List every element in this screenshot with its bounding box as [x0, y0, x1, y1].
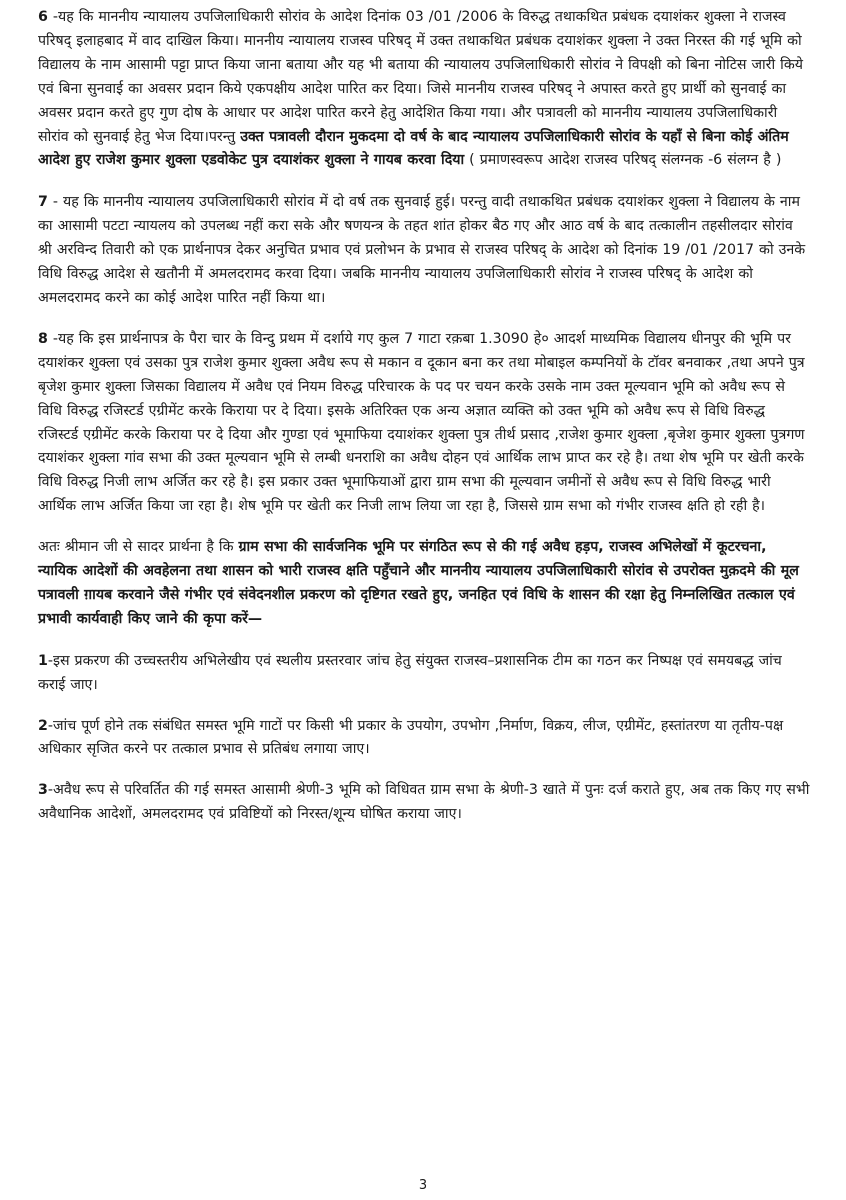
paragraph-text: -यह कि माननीय न्यायालय उपजिलाधिकारी सोरांव के आदेश दिनांक 03 /01 /2006 के विरुद्ध तथाकथित प्रबंधक दयाशंकर शुक्ला ने राजस्व परिषद् इलाहबाद में वाद दाखिल किया। माननीय न्यायालय राजस्व परिषद् में उक्त तथाकथित प्रबंधक दयाशंकर शुक्ला ने उक्त निरस्त की गई भूमि को विद्यालय के नाम आसामी पट्टा प्राप्त किया जाना बताया और यह भी बताया की न्यायालय उपजिलाधिकारी सोरांव ने विपक्षी को बिना नोटिस जारी किये एवं बिना सुनवाई का अवसर प्रदान किये एकपक्षीय आदेश पारित कर दिया। जिसे माननीय राजस्व परिषद् ने अपास्त करते हुए प्रार्थी को सुनवाई का अवसर प्रदान करते हुए गुण दोष के आधार पर आदेश पारित करने हेतु आदेशित किया गया। और पत्रावली को माननीय न्यायालय उपजिलाधिकारी सोरांव को सुनवाई हेतु भेज दिया।परन्तु [38, 9, 803, 145]
page-number: 3 [418, 1178, 428, 1193]
paragraph-6 [38, 6, 810, 173]
paragraph-text: -यह कि इस प्रार्थनापत्र के पैरा चार के विन्दु प्रथम में दर्शाये गए कुल 7 गाटा रक़बा 1.3090 हे० आदर्श माध्यमिक विद्यालय धीनपुर की भूमि पर दयाशंकर शुक्ला एवं उसका पुत्र राजेश कुमार शुक्ला अवैध रूप से मकान व दूकान बना कर तथा मोबाइल कम्पनियों के टॉवर बनवाकर ,तथा अपने पुत्र बृजेश कुमार शुक्ला जिसका विद्यालय में अवैध एवं नियम विरुद्ध परिचारक के पद पर चयन करके उसके नाम उक्त मूल्यवान भूमि को अवैध रूप से विधि विरुद्ध रजिस्टर्ड एग्रीमेंट करके किराया पर दे दिया। इसके अतिरिक्त एक अन्य अज्ञात व्यक्ति को उक्त भूमि को अवैध रूप से विधि विरुद्ध रजिस्टर्ड एग्रीमेंट करके किराया पर दे दिया और गुण्डा एवं भूमाफिया दयाशंकर शुक्ला पुत्र तीर्थ प्रसाद ,राजेश कुमार शुक्ला ,बृजेश कुमार शुक्ला पुत्रगण दयाशंकर शुक्ला गांव सभा की उक्त मूल्यवान भूमि से लम्बी धनराशि का अवैध दोहन एवं आर्थिक लाभ प्राप्त कर रहे है। तथा शेष भूमि पर खेती करके विधि विरुद्ध निजी लाभ अर्जित कर रहे है। इस प्रकार उक्त भूमाफियाओं द्वारा ग्राम सभा की मूल्यवान जमीनों से अवैध रूप से विधि विरुद्ध भारी आर्थिक लाभ अर्जित किया जा रहा है। शेष भूमि पर खेती कर निजी लाभ लिया जा रहा है, जिससे ग्राम सभा को गंभीर राजस्व क्षति हो रही है। [38, 330, 805, 515]
paragraph-text: अतः श्रीमान जी से सादर प्रार्थना है कि [38, 539, 239, 556]
prayer-paragraph [38, 536, 810, 632]
bold-text: ग्राम सभा की सार्वजनिक भूमि पर संगठित रूप से की गई अवैध हड़प, राजस्व अभिलेखों में कूटरचना, न्यायिक आदेशों की अवहेलना तथा शासन को भारी राजस्व क्षति पहुँचाने और माननीय न्यायालय उपजिलाधिकारी सोरांव से उपरोक्त मुक़दमे की मूल पत्रावली ग़ायब करवाने जैसे गंभीर एवं संवेदनशील प्रकरण को दृष्टिगत रखते हुए, जनहित एवं विधि के शासन की रक्षा हेतु निम्नलिखित तत्काल एवं प्रभावी कार्यवाही किए जाने की कृपा करें— [38, 539, 799, 627]
demand-number: 3 [38, 782, 48, 799]
demand-item [38, 715, 810, 763]
paragraph-number: 7 [38, 194, 48, 211]
demand-text: -अवैध रूप से परिवर्तित की गई समस्त आसामी श्रेणी-3 भूमि को विधिवत ग्राम सभा के श्रेणी-3 खाते में पुनः दर्ज कराते हुए, अब तक किए गए सभी अवैधानिक आदेशों, अमलदरामद एवं प्रविष्टियों को निरस्त/शून्य घोषित कराया जाए। [38, 782, 810, 823]
paragraph-number: 6 [38, 9, 48, 25]
paragraph-text: ( प्रमाणस्वरूप आदेश राजस्व परिषद् संलग्नक -6 संलग्न है ) [464, 152, 782, 169]
paragraph-number: 8 [38, 330, 48, 347]
demand-item [38, 650, 810, 698]
paragraph-7 [38, 191, 810, 311]
demand-text: -जांच पूर्ण होने तक संबंधित समस्त भूमि गाटों पर किसी भी प्रकार के उपयोग, उपभोग ,निर्माण, विक्रय, लीज, एग्रीमेंट, हस्तांतरण या तृतीय-पक्ष अधिकार सृजित करने पर तत्काल प्रभाव से प्रतिबंध लगाया जाए। [38, 717, 784, 758]
bold-text: उक्त पत्रावली दौरान मुकदमा दो वर्ष के बाद न्यायालय उपजिलाधिकारी सोरांव के यहाँ से बिना कोई अंतिम आदेश हुए राजेश कुमार शुक्ला एडवोकेट पुत्र दयाशंकर शुक्ला ने गायब करवा दिया [38, 128, 789, 169]
paragraph-text: - यह कि माननीय न्यायालय उपजिलाधिकारी सोरांव में दो वर्ष तक सुनवाई हुई। परन्तु वादी तथाकथित प्रबंधक दयाशंकर शुक्ला ने विद्यालय के नाम का आसामी पटटा न्यायलय को उपलब्ध नहीं करा सके और षणयन्त्र के तहत शांत होकर बैठ गए और आठ वर्ष के बाद तत्कालीन तहसीलदार सोरांव श्री अरविन्द तिवारी को एक प्रार्थनापत्र देकर अनुचित प्रभाव एवं प्रलोभन के प्रभाव से राजस्व परिषद् के आदेश को दिनांक 19 /01 /2017 को उनके विधि विरुद्ध आदेश से खतौनी में अमलदरामद करवा दिया। जबकि माननीय न्यायालय उपजिलाधिकारी सोरांव ने राजस्व परिषद् के आदेश को अमलदरामद करने का कोई आदेश पारित नहीं किया था। [38, 194, 806, 306]
demand-text: -इस प्रकरण की उच्चस्तरीय अभिलेखीय एवं स्थलीय प्रस्तरवार जांच हेतु संयुक्त राजस्व–प्रशासनिक टीम का गठन कर निष्पक्ष एवं समयबद्ध जांच कराई जाए। [38, 652, 782, 693]
paragraph-8 [38, 328, 810, 519]
demand-number: 2 [38, 717, 48, 734]
demand-item [38, 779, 810, 827]
demand-number: 1 [38, 652, 48, 669]
